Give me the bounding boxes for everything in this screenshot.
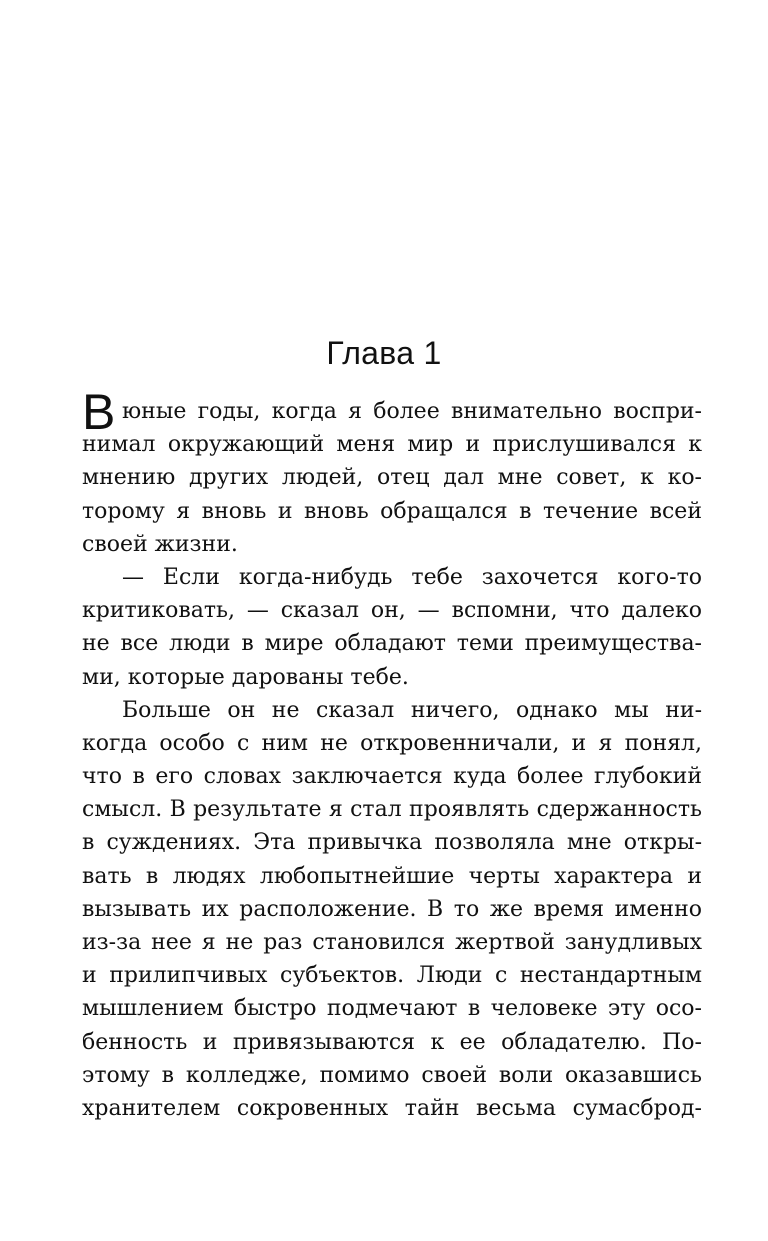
text-line: бенность и привязываются к ее обладателю. По- (82, 1029, 702, 1055)
text-line: что в его словах заключается куда более глубокий (82, 764, 702, 790)
drop-cap: В (82, 384, 116, 440)
text-line: — Если когда-нибудь тебе захочется кого-то (122, 564, 702, 590)
chapter-title: Глава 1 (326, 335, 442, 371)
text-line: этому в колледже, помимо своей воли оказавшись (82, 1062, 702, 1088)
text-line: критиковать, — сказал он, — вспомни, что далеко (82, 598, 702, 624)
text-line: нимал окружающий меня мир и прислушивался к (82, 432, 702, 458)
text-line: мнению других людей, отец дал мне совет, к ко- (82, 465, 702, 491)
text-line: мышлением быстро подмечают в человеке эту осо- (82, 996, 702, 1022)
text-line: хранителем сокровенных тайн весьма сумасброд- (82, 1095, 702, 1121)
paragraph-3 (82, 694, 702, 1125)
text-line: смысл. В результате я стал проявлять сдержанность (82, 797, 702, 823)
paragraph-1 (82, 384, 702, 561)
text-line: юные годы, когда я более внимательно воспри- (122, 399, 702, 424)
text-line: из-за нее я не раз становился жертвой занудливых (82, 930, 702, 955)
text-line: когда особо с ним не откровенничали, и я понял, (82, 730, 702, 756)
body-text (82, 384, 702, 1125)
text-line: вызывать их расположение. В то же время именно (82, 896, 702, 922)
text-line: и прилипчивых субъектов. Люди с нестандартным (82, 963, 702, 989)
text-line: своей жизни. (82, 531, 238, 557)
text-line: ми, которые дарованы тебе. (82, 664, 409, 690)
text-line: Больше он не сказал ничего, однако мы ни- (122, 697, 702, 723)
text-line: вать в людях любопытнейшие черты характера и (82, 863, 702, 889)
text-line: торому я вновь и вновь обращался в течение всей (82, 498, 702, 524)
paragraph-2 (82, 561, 702, 694)
text-line: не все люди в мире обладают теми преимущества- (82, 631, 702, 657)
text-line: в суждениях. Эта привычка позволяла мне откры- (82, 830, 702, 856)
